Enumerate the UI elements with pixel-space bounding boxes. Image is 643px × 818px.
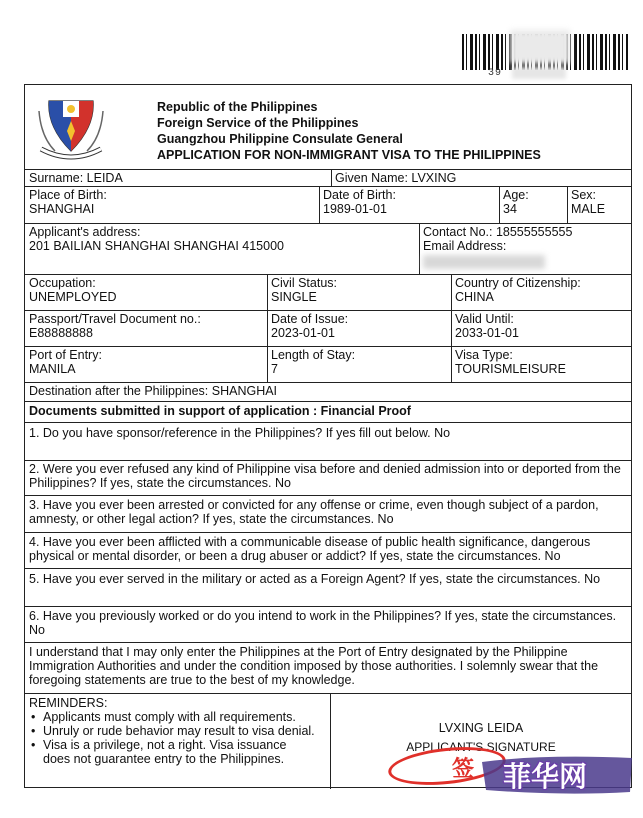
place-of-birth-value: SHANGHAI — [29, 202, 95, 216]
place-of-birth-cell — [25, 186, 319, 223]
contact-number: Contact No.: 18555555555 — [423, 225, 573, 239]
age-cell — [499, 186, 567, 223]
passport-label: Passport/Travel Document no.: — [29, 312, 201, 326]
passport-cell — [25, 310, 267, 346]
place-of-birth-label: Place of Birth: — [29, 188, 107, 202]
reminder-item: • Applicants must comply with all requirements. — [43, 710, 329, 724]
question-2: 2. Were you ever refused any kind of Philippine visa before and denied admission into or deported from the Philippines? If yes, state the circumstances. No — [29, 462, 621, 490]
issue-date-value: 2023-01-01 — [271, 326, 335, 340]
header-line-4: APPLICATION FOR NON-IMMIGRANT VISA TO THE PHILIPPINES — [157, 148, 541, 162]
declaration-text: I understand that I may only enter the Philippines at the Port of Entry designated by the Philippine Immigration Authorities and under the condition imposed by those authorities. I solemnly swear that the foregoing statements are true to the best of my knowledge. — [29, 645, 599, 687]
barcode-number-redaction — [512, 67, 566, 79]
valid-until-value: 2033-01-01 — [455, 326, 519, 340]
reminders-list — [29, 710, 329, 766]
citizenship-cell — [451, 274, 631, 310]
email-label: Email Address: — [423, 239, 507, 253]
surname-field: Surname: LEIDA — [29, 171, 123, 185]
given-name-field: Given Name: LVXING — [335, 171, 457, 185]
philippine-seal-icon — [35, 91, 107, 163]
signature-name: LVXING LEIDA — [438, 721, 524, 735]
occupation-value: UNEMPLOYED — [29, 290, 117, 304]
length-of-stay-cell — [267, 346, 451, 382]
barcode-redaction — [510, 30, 570, 64]
reminders-box — [25, 694, 329, 789]
issue-date-cell — [267, 310, 451, 346]
valid-until-cell — [451, 310, 631, 346]
question-5: 5. Have you ever served in the military or acted as a Foreign Agent? If yes, state the circumstances. No — [29, 572, 601, 586]
age-value: 34 — [503, 202, 517, 216]
question-3: 3. Have you ever been arrested or convicted for any offense or crime, even though subject of a pardon, amnesty, or other legal action? If yes, state the circumstances. No — [29, 498, 599, 526]
date-of-birth-cell — [319, 186, 499, 223]
date-of-birth-value: 1989-01-01 — [323, 202, 387, 216]
valid-until-label: Valid Until: — [455, 312, 514, 326]
email-redaction — [423, 255, 545, 269]
port-of-entry-value: MANILA — [29, 362, 76, 376]
sex-label: Sex: — [571, 188, 597, 202]
stamp-text: 签 — [452, 756, 475, 781]
destination-field: Destination after the Philippines: SHANGHAI — [29, 384, 278, 398]
visa-application-form — [24, 84, 632, 788]
visa-type-label: Visa Type: — [455, 348, 513, 362]
reminder-item: • Visa is a privilege, not a right. Visa issuance does not guarantee entry to the Philippines. — [43, 738, 315, 766]
question-1: 1. Do you have sponsor/reference in the Philippines? If yes fill out below. No — [29, 426, 451, 440]
header-text — [157, 99, 541, 163]
reminders-title: REMINDERS: — [29, 696, 108, 710]
citizenship-label: Country of Citizenship: — [455, 276, 581, 290]
occupation-label: Occupation: — [29, 276, 96, 290]
barcode-number: 39 — [488, 68, 503, 79]
question-6: 6. Have you previously worked or do you intend to work in the Philippines? If yes, state the circumstances. No — [29, 609, 617, 637]
civil-status-value: SINGLE — [271, 290, 317, 304]
citizenship-value: CHINA — [455, 290, 494, 304]
passport-value: E88888888 — [29, 326, 93, 340]
sex-cell — [567, 186, 631, 223]
civil-status-cell — [267, 274, 451, 310]
address-cell — [25, 223, 419, 274]
header-line-1: Republic of the Philippines — [157, 100, 318, 114]
signature-label: APPLICANT'S SIGNATURE — [406, 740, 556, 754]
port-of-entry-cell — [25, 346, 267, 382]
reminder-item: • Unruly or rude behavior may result to visa denial. — [43, 724, 315, 738]
header-line-3: Guangzhou Philippine Consulate General — [157, 132, 403, 146]
sex-value: MALE — [571, 202, 606, 216]
question-4: 4. Have you ever been afflicted with a communicable disease of public health significance, dangerous physical or mental disorder, or been a drug abuser or addict? If yes, state the circumstances. No — [29, 535, 591, 563]
issue-date-label: Date of Issue: — [271, 312, 349, 326]
date-of-birth-label: Date of Birth: — [323, 188, 396, 202]
documents-field: Documents submitted in support of application : Financial Proof — [29, 404, 411, 418]
port-of-entry-label: Port of Entry: — [29, 348, 102, 362]
visa-type-cell — [451, 346, 631, 382]
watermark-text: 菲华网 — [503, 760, 588, 793]
civil-status-label: Civil Status: — [271, 276, 337, 290]
address-label: Applicant's address: — [29, 225, 141, 239]
address-value: 201 BAILIAN SHANGHAI SHANGHAI 415000 — [29, 239, 284, 253]
length-of-stay-value: 7 — [271, 362, 278, 376]
age-label: Age: — [503, 188, 529, 202]
length-of-stay-label: Length of Stay: — [271, 348, 356, 362]
form-header — [25, 85, 631, 170]
visa-type-value: TOURISMLEISURE — [455, 362, 566, 376]
header-line-2: Foreign Service of the Philippines — [157, 116, 359, 130]
occupation-cell — [25, 274, 267, 310]
